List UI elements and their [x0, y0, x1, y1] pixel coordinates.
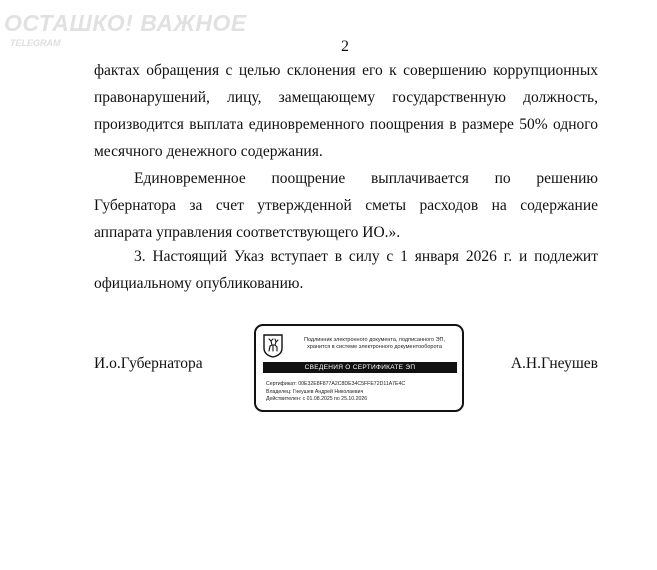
paragraph-3 [94, 243, 598, 297]
electronic-signature-stamp [254, 324, 464, 412]
paragraph-1-line: производится выплата единовременного поощрения в размере 50% одного [94, 116, 598, 133]
paragraph-1-line: правонарушений, лицу, замещающему государственную должность, [94, 89, 598, 106]
signatory-name: А.Н.Гнеушев [510, 355, 598, 372]
paragraph-2 [94, 165, 598, 246]
watermark-subtitle: TELEGRAM [10, 38, 61, 48]
paragraph-1 [94, 57, 598, 165]
page-number: 2 [341, 38, 349, 55]
paragraph-3-line: официальному опубликованию. [94, 275, 304, 292]
stamp-header: СВЕДЕНИЯ О СЕРТИФИКАТЕ ЭП [263, 362, 457, 373]
paragraph-1-line: фактах обращения с целью склонения его к совершению коррупционных [94, 62, 598, 79]
paragraph-3-line: 3. Настоящий Указ вступает в силу с 1 января 2026 г. и подлежит [134, 248, 598, 265]
certificate-validity: Действителен: с 01.08.2025 по 25.10.2026 [266, 396, 368, 402]
paragraph-2-line: аппарата управления соответствующего ИО.». [94, 224, 401, 241]
deer-coat-of-arms-icon [263, 334, 283, 358]
certificate-number: Сертификат: 00E32E8F877A2C8DE34C5FFE72D11A7E4C [266, 381, 406, 387]
stamp-note-line: хранится в системе электронного документооборота [307, 344, 442, 350]
stamp-note-line: Подлинник электронного документа, подписанного ЭП, [303, 337, 446, 343]
paragraph-1-line: месячного денежного содержания. [94, 143, 323, 160]
stamp-note [292, 337, 457, 351]
signatory-position: И.о.Губернатора [94, 355, 203, 372]
watermark-title: ОСТАШКО! ВАЖНОЕ [4, 10, 247, 36]
stamp-details [266, 381, 458, 404]
certificate-owner: Владелец: Гнеушев Андрей Николаевич [266, 388, 364, 395]
paragraph-2-line: Губернатора за счет утвержденной сметы расходов на содержание [94, 197, 598, 214]
paragraph-2-line: Единовременное поощрение выплачивается по решению [134, 170, 598, 187]
